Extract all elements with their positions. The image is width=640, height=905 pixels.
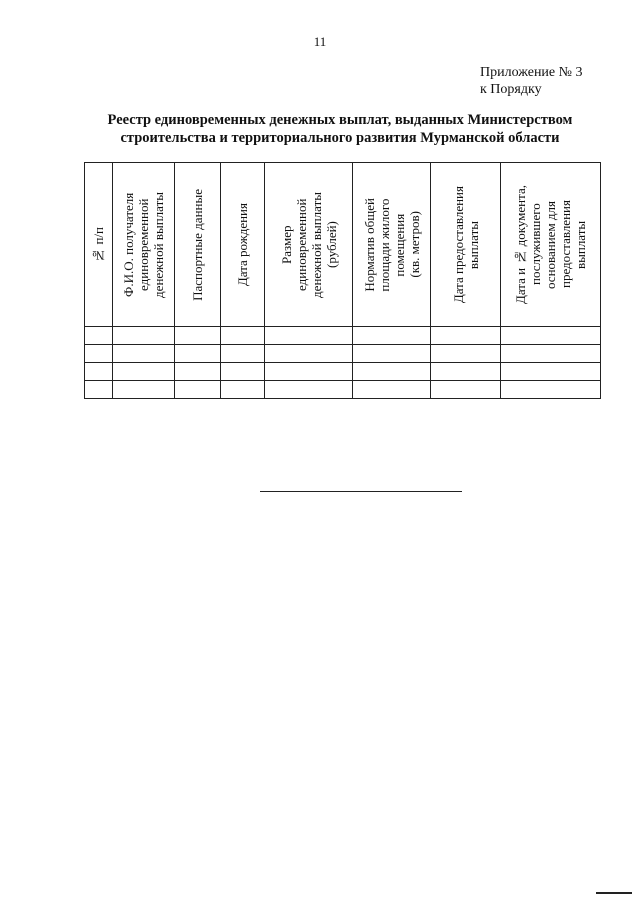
table-cell bbox=[501, 363, 601, 381]
table-cell bbox=[501, 327, 601, 345]
table-cell bbox=[113, 363, 175, 381]
table-cell bbox=[85, 327, 113, 345]
table-cell bbox=[85, 363, 113, 381]
table-cell bbox=[353, 345, 431, 363]
table-cell bbox=[113, 327, 175, 345]
table-cell bbox=[431, 345, 501, 363]
table-cell bbox=[431, 381, 501, 399]
table-cell bbox=[221, 381, 265, 399]
table-cell bbox=[85, 345, 113, 363]
column-header-birth-date: Дата рождения bbox=[221, 163, 265, 327]
table-cell bbox=[431, 327, 501, 345]
table-cell bbox=[501, 345, 601, 363]
column-header-payment-amount: Размер единовременной денежной выплаты (рублей) bbox=[265, 163, 353, 327]
table-cell bbox=[221, 363, 265, 381]
table-cell bbox=[265, 327, 353, 345]
table-cell bbox=[265, 345, 353, 363]
table-cell bbox=[175, 345, 221, 363]
table-cell bbox=[221, 327, 265, 345]
table-cell bbox=[85, 381, 113, 399]
column-header-area-norm: Норматив общей площади жилого помещения (кв. метров) bbox=[353, 163, 431, 327]
table-cell bbox=[265, 381, 353, 399]
signature-line bbox=[260, 491, 462, 492]
page-number: 11 bbox=[313, 34, 327, 49]
table-row bbox=[85, 327, 601, 345]
column-header-passport: Паспортные данные bbox=[175, 163, 221, 327]
table-cell bbox=[175, 363, 221, 381]
table-cell bbox=[113, 381, 175, 399]
column-header-number: № п/п bbox=[85, 163, 113, 327]
table-cell bbox=[501, 381, 601, 399]
table-cell bbox=[353, 363, 431, 381]
appendix-reference bbox=[480, 64, 583, 98]
column-header-payment-date: Дата предоставления выплаты bbox=[431, 163, 501, 327]
column-header-basis-document: Дата и № документа, послужившего основанием для предоставления выплаты bbox=[501, 163, 601, 327]
appendix-line-1: Приложение № 3 bbox=[480, 65, 583, 80]
table-cell bbox=[353, 327, 431, 345]
table-cell bbox=[353, 381, 431, 399]
table-row bbox=[85, 345, 601, 363]
table-cell bbox=[431, 363, 501, 381]
table-cell bbox=[265, 363, 353, 381]
column-header-recipient-name: Ф.И.О. получателя единовременной денежной выплаты bbox=[113, 163, 175, 327]
table-row bbox=[85, 381, 601, 399]
table-cell bbox=[175, 327, 221, 345]
title-line-1: Реестр единовременных денежных выплат, выданных Министерством bbox=[107, 112, 573, 128]
table-cell bbox=[175, 381, 221, 399]
title-line-2: строительства и территориального развития Мурманской области bbox=[120, 130, 560, 146]
table-header-row bbox=[85, 163, 601, 327]
table-cell bbox=[113, 345, 175, 363]
table-cell bbox=[221, 345, 265, 363]
appendix-line-2: к Порядку bbox=[480, 82, 542, 97]
registry-table bbox=[84, 162, 601, 399]
document-title bbox=[60, 111, 620, 147]
table-row bbox=[85, 363, 601, 381]
page-corner-mark bbox=[596, 892, 632, 894]
